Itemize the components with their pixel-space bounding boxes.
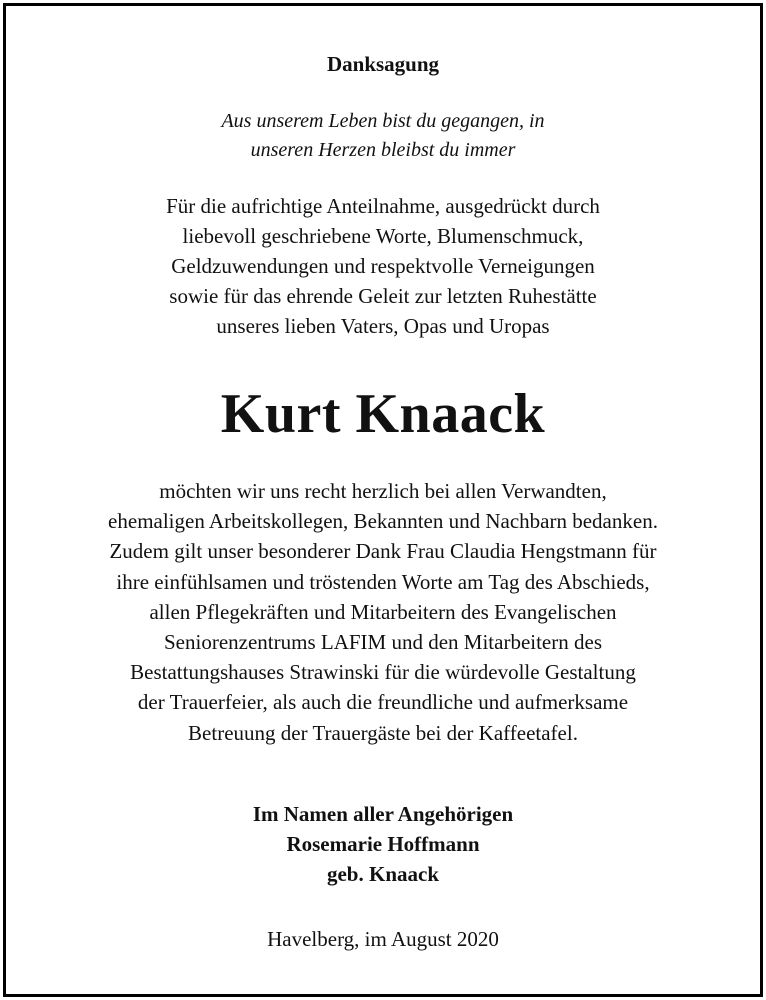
body-line: ihre einfühlsamen und tröstenden Worte am Tag des Abschieds,	[116, 569, 650, 594]
motto-verse	[6, 107, 760, 165]
intro-line: liebevoll geschriebene Worte, Blumenschmuck,	[182, 224, 584, 248]
signature-block	[6, 799, 760, 889]
thanks-paragraph	[6, 476, 760, 748]
body-line: der Trauerfeier, als auch die freundliche und aufmerksame	[137, 690, 629, 715]
body-line: ehemaligen Arbeitskollegen, Bekannten und Nachbarn bedanken.	[108, 509, 658, 534]
body-line: Bestattungshauses Strawinski für die würdevolle Gestaltung	[130, 660, 636, 685]
deceased-name: Kurt Knaack	[220, 383, 546, 445]
intro-paragraph	[6, 191, 760, 341]
body-line: Seniorenzentrums LAFIM und den Mitarbeitern des	[164, 630, 602, 655]
body-line: möchten wir uns recht herzlich bei allen Verwandten,	[159, 479, 607, 503]
intro-line: unseres lieben Vaters, Opas und Uropas	[216, 314, 550, 338]
intro-line: Geldzuwendungen und respektvolle Verneigungen	[171, 254, 595, 278]
obituary-notice	[3, 3, 763, 997]
body-line: allen Pflegekräften und Mitarbeitern des Evangelischen	[149, 599, 617, 624]
intro-line: sowie für das ehrende Geleit zur letzten Ruhestätte	[169, 284, 597, 308]
motto-line: unseren Herzen bleibst du immer	[250, 139, 516, 161]
signature-line: Im Namen aller Angehörigen	[252, 802, 514, 826]
motto-line: Aus unserem Leben bist du gegangen, in	[221, 110, 545, 132]
signature-line: Rosemarie Hoffmann	[286, 832, 480, 856]
body-line: Betreuung der Trauergäste bei der Kaffeetafel.	[188, 720, 578, 745]
place-and-date: Havelberg, im August 2020	[267, 927, 499, 951]
body-line: Zudem gilt unser besonderer Dank Frau Claudia Hengstmann für	[109, 539, 657, 564]
notice-title: Danksagung	[326, 52, 440, 76]
signature-line: geb. Knaack	[326, 862, 439, 886]
intro-line: Für die aufrichtige Anteilnahme, ausgedrückt durch	[166, 194, 600, 218]
